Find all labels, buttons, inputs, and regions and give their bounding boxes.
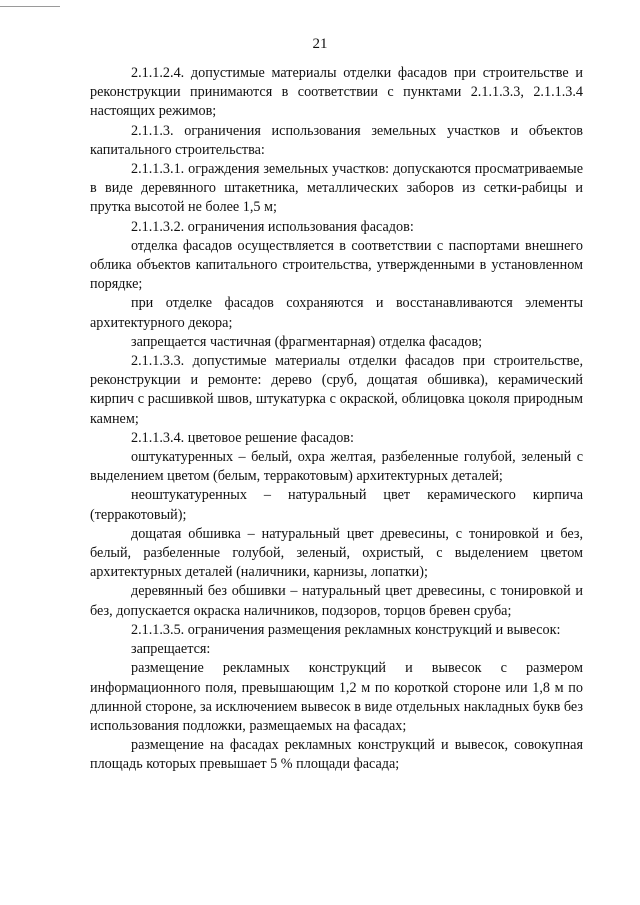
- paragraph-wooden-uncladded-colors: деревянный без обшивки – натуральный цвет древесины, с тонировкой и без, допускается окраска наличников, подзоров, торцов бревен сруба;: [90, 583, 583, 619]
- paragraph-signage-area-limit: размещение на фасадах рекламных конструкций и вывесок, совокупная площадь которых превышает 5 % площади фасада;: [90, 737, 583, 773]
- paragraph-unplastered-colors: неоштукатуренных – натуральный цвет керамического кирпича (терракотовый);: [90, 487, 583, 523]
- paragraph-partial-finish-ban: запрещается частичная (фрагментарная) отделка фасадов;: [131, 333, 483, 350]
- paragraph-2-1-1-3-3: 2.1.1.3.3. допустимые материалы отделки фасадов при строительстве, реконструкции и ремонте: дерево (сруб, дощатая обшивка), керамический кирпич с расшивкой швов, штукатурка с окраской, облицовка цоколя природным камнем;: [90, 353, 583, 427]
- paragraph-plastered-colors: оштукатуренных – белый, охра желтая, разбеленные голубой, зеленый с выделением цветом (белым, терракотовым) архитектурных деталей;: [90, 449, 583, 485]
- paragraph-plank-cladding-colors: дощатая обшивка – натуральный цвет древесины, с тонировкой и без, белый, разбеленные голубой, зеленый, охристый, с выделением цветом архитектурных деталей (наличники, карнизы, лопатки);: [90, 525, 583, 581]
- paragraph-signage-size-limit: размещение рекламных конструкций и вывесок с размером информационного поля, превышающим 1,2 м по короткой стороне или 1,8 м по длинной стороне, за исключением вывесок в виде отдельных накладных букв без использования подложки, размещаемых на фасадах;: [90, 660, 583, 734]
- paragraph-prohibited-heading: запрещается:: [131, 641, 211, 658]
- page-number: 21: [312, 36, 328, 52]
- paragraph-2-1-1-3-4: 2.1.1.3.4. цветовое решение фасадов:: [131, 429, 354, 446]
- paragraph-2-1-1-2-4: 2.1.1.2.4. допустимые материалы отделки фасадов при строительстве и реконструкции принимаются в соответствии с пунктами 2.1.1.3.3, 2.1.1.3.4 настоящих режимов;: [90, 65, 583, 120]
- document-body: [90, 64, 583, 775]
- paragraph-2-1-1-3: 2.1.1.3. ограничения использования земельных участков и объектов капитального строительства:: [90, 122, 583, 158]
- scan-corner-line: [0, 6, 60, 7]
- paragraph-2-1-1-3-2: 2.1.1.3.2. ограничения использования фасадов:: [131, 218, 414, 235]
- paragraph-2-1-1-3-5: 2.1.1.3.5. ограничения размещения рекламных конструкций и вывесок:: [131, 621, 561, 638]
- paragraph-decor-preservation: при отделке фасадов сохраняются и восстанавливаются элементы архитектурного декора;: [90, 295, 583, 331]
- paragraph-2-1-1-3-1: 2.1.1.3.1. ограждения земельных участков: допускаются просматриваемые в виде деревянного штакетника, металлических заборов из сетки-рабицы и прутка высотой не более 1,5 м;: [90, 161, 583, 216]
- paragraph-facade-finish-passport: отделка фасадов осуществляется в соответствии с паспортами внешнего облика объектов капитального строительства, утвержденными в установленном порядке;: [90, 237, 583, 293]
